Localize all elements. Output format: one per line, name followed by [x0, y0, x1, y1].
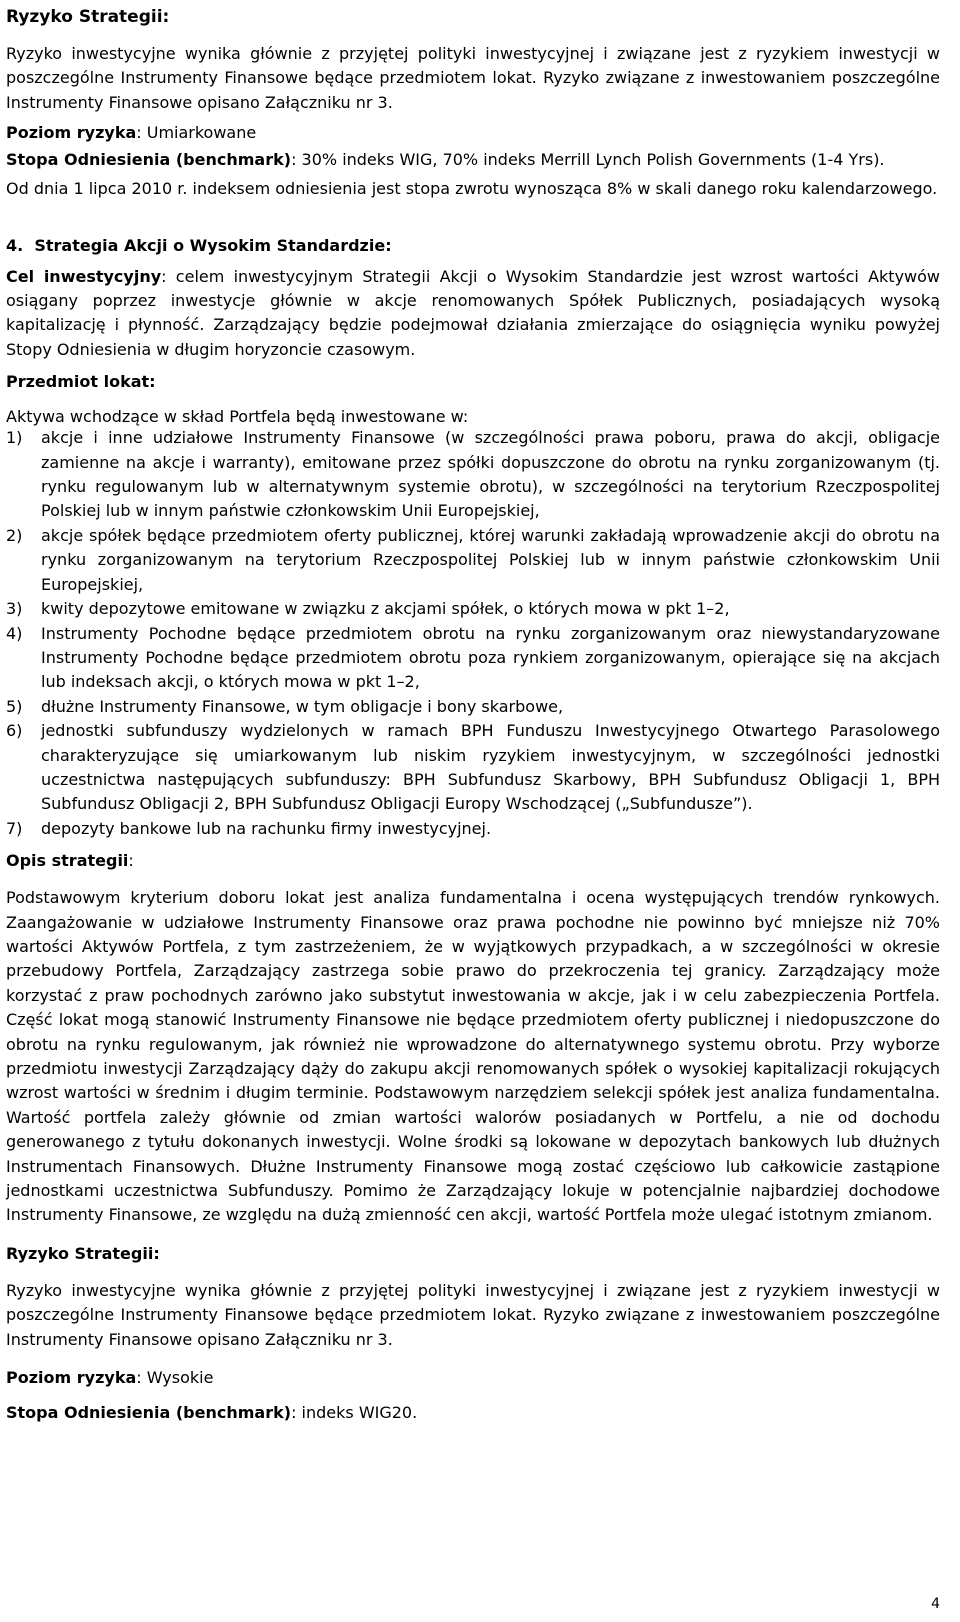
- risk-text: Ryzyko inwestycyjne wynika głównie z przyjętej polityki inwestycyjnej i związane jest z ryzykiem inwestycji w poszczególne Instrumenty Finansowe będące przedmiotem lokat. Ryzyko związane z inwestowaniem poszczególne Instrumenty Finansowe opisano Załączniku nr 3.: [6, 1280, 940, 1349]
- list-item-number: 7): [6, 818, 23, 838]
- benchmark: [6, 1403, 940, 1422]
- risk-level-label: Poziom ryzyka: [6, 1368, 137, 1388]
- list-item-text: kwity depozytowe emitowane w związku z akcjami spółek, o których mowa w pkt 1–2,: [41, 599, 730, 619]
- list-item-text: akcje spółek będące przedmiotem oferty publicznej, której warunki zakładają wprowadzenie akcji do obrotu na rynku zorganizowanym na terytorium Rzeczpospolitej Polskiej lub w innym państwie członkowskim Unii Europejskiej,: [41, 525, 940, 594]
- list-item-number: 1): [6, 428, 23, 448]
- list-item-number: 5): [6, 696, 23, 716]
- list-item-text: Instrumenty Pochodne będące przedmiotem obrotu na rynku zorganizowanym oraz niewystandaryzowane Instrumenty Pochodne będące przedmiotem obrotu poza rynkiem zorganizowanym, opierające się na akcjach lub indeksach akcji, o których mowa w pkt 1–2,: [41, 623, 940, 692]
- investment-list: [6, 426, 940, 841]
- goal-label: Cel inwestycyjny: [6, 266, 162, 286]
- benchmark: [6, 150, 940, 169]
- strategy-heading-text: Opis strategii: [6, 851, 129, 871]
- list-item-number: 4): [6, 623, 23, 643]
- list-item: [6, 817, 940, 841]
- page-number: 4: [931, 1596, 940, 1612]
- list-item-number: 2): [6, 525, 23, 545]
- subject-intro: Aktywa wchodzące w skład Portfela będą inwestowane w:: [6, 407, 469, 427]
- list-item: [6, 719, 940, 817]
- list-item: [6, 597, 940, 621]
- list-item-text: jednostki subfunduszy wydzielonych w ramach BPH Funduszu Inwestycyjnego Otwartego Parasolowego charakteryzujące się umiarkowanym lub niskim ryzykiem inwestycyjnym, w szczególności jednostki uczestnictwa następujących subfunduszy: BPH Subfundusz Skarbowy, BPH Subfundusz Obligacji 1, BPH Subfundusz Obligacji 2, BPH Subfundusz Obligacji Europy Wschodzącej („Subfundusze”).: [41, 721, 940, 814]
- list-item-text: depozyty bankowe lub na rachunku firmy inwestycyjnej.: [41, 818, 492, 838]
- list-item-number: 6): [6, 721, 23, 741]
- strategy-heading: [6, 851, 940, 870]
- benchmark-label: Stopa Odniesienia (benchmark): [6, 1403, 292, 1423]
- list-item-text: dłużne Instrumenty Finansowe, w tym obligacje i bony skarbowe,: [41, 696, 564, 716]
- risk-level-value: : Wysokie: [136, 1368, 214, 1388]
- investment-goal: [6, 265, 940, 363]
- list-item: [6, 426, 940, 524]
- list-item-text: akcje i inne udziałowe Instrumenty Finansowe (w szczególności prawa poboru, prawa do akcji, obligacje zamienne na akcje i warranty), emitowane przez spółki dopuszczone do obrotu na rynku zorganizowanym (tj. rynku regulowanym lub w alternatywnym systemie obrotu), w szczególności na terytorium Rzeczpospolitej Polskiej lub w innym państwie członkowskim Unii Europejskiej,: [41, 428, 940, 521]
- risk-level-label: Poziom ryzyka: [6, 123, 137, 143]
- risk-heading: Ryzyko Strategii:: [6, 1243, 160, 1263]
- risk-heading: Ryzyko Strategii:: [6, 7, 170, 27]
- section-number: 4.: [6, 235, 24, 255]
- subject-heading: Przedmiot lokat:: [6, 372, 156, 392]
- section-title-text: Strategia Akcji o Wysokim Standardzie:: [34, 235, 392, 255]
- strategy-heading-colon: :: [128, 851, 134, 871]
- list-item: [6, 524, 940, 597]
- list-item-number: 3): [6, 599, 23, 619]
- benchmark-label: Stopa Odniesienia (benchmark): [6, 150, 292, 170]
- list-item: [6, 622, 940, 695]
- benchmark-value: : 30% indeks WIG, 70% indeks Merrill Lynch Polish Governments (1-4 Yrs).: [291, 150, 885, 170]
- risk-level: [6, 1368, 940, 1387]
- risk-text: Ryzyko inwestycyjne wynika głównie z przyjętej polityki inwestycyjnej i związane jest z ryzykiem inwestycji w poszczególne Instrumenty Finansowe będące przedmiotem lokat. Ryzyko związane z inwestowaniem poszczególne Instrumenty Finansowe opisano Załączniku nr 3.: [6, 44, 940, 112]
- benchmark-value: : indeks WIG20.: [291, 1403, 418, 1423]
- goal-text: : celem inwestycyjnym Strategii Akcji o Wysokim Standardzie jest wzrost wartości Aktywów osiągany poprzez inwestycje głównie w akcje renomowanych Spółek Publicznych, posiadających wysoką kapitalizację i płynność. Zarządzający będzie podejmował działania zmierzające do osiągnięcia wyniku powyżej Stopy Odniesienia w długim horyzoncie czasowym.: [6, 266, 940, 359]
- section-title: [6, 236, 940, 255]
- risk-level-value: : Umiarkowane: [136, 123, 257, 143]
- benchmark-note: Od dnia 1 lipca 2010 r. indeksem odniesienia jest stopa zwrotu wynosząca 8% w skali danego roku kalendarzowego.: [6, 179, 938, 199]
- strategy-text: Podstawowym kryterium doboru lokat jest analiza fundamentalna i ocena występujących trendów rynkowych. Zaangażowanie w udziałowe Instrumenty Finansowe oraz prawa pochodne nie powinno być mniejsze niż 70% wartości Aktywów Portfela, z tym zastrzeżeniem, że w wyjątkowych przypadkach, a w szczególności w okresie przebudowy Portfela, Zarządzający zastrzega sobie prawo do przekroczenia tej granicy. Zarządzający może korzystać z praw pochodnych zarówno jako substytut inwestowania w akcje, jak i w celu zabezpieczenia Portfela. Część lokat mogą stanowić Instrumenty Finansowe nie będące przedmiotem oferty publicznej i niedopuszczone do obrotu na rynku regulowanym, jak również nie wprowadzone do alternatywnego systemu obrotu. Przy wyborze przedmiotu inwestycji Zarządzający dąży do zakupu akcji renomowanych spółek o wysokiej kapitalizacji rokujących wzrost wartości w średnim i długim terminie. Podstawowym narzędziem selekcji spółek jest analiza fundamentalna. Wartość portfela zależy głównie od zmian wartości walorów posiadanych w Portfelu, a nie od dochodu generowanego z tytułu dokonanych inwestycji. Wolne środki są lokowane w depozytach bankowych lub dłużnych Instrumentach Finansowych. Dłużne Instrumenty Finansowe mogą zostać częściowo lub całkowicie zastąpione jednostkami uczestnictwa Subfunduszy. Pomimo że Zarządzający lokuje w potencjalnie najbardziej dochodowe Instrumenty Finansowe, ze względu na dużą zmienność cen akcji, wartość Portfela może ulegać istotnym zmianom.: [6, 888, 940, 1225]
- list-item: [6, 695, 940, 719]
- risk-level: [6, 123, 940, 142]
